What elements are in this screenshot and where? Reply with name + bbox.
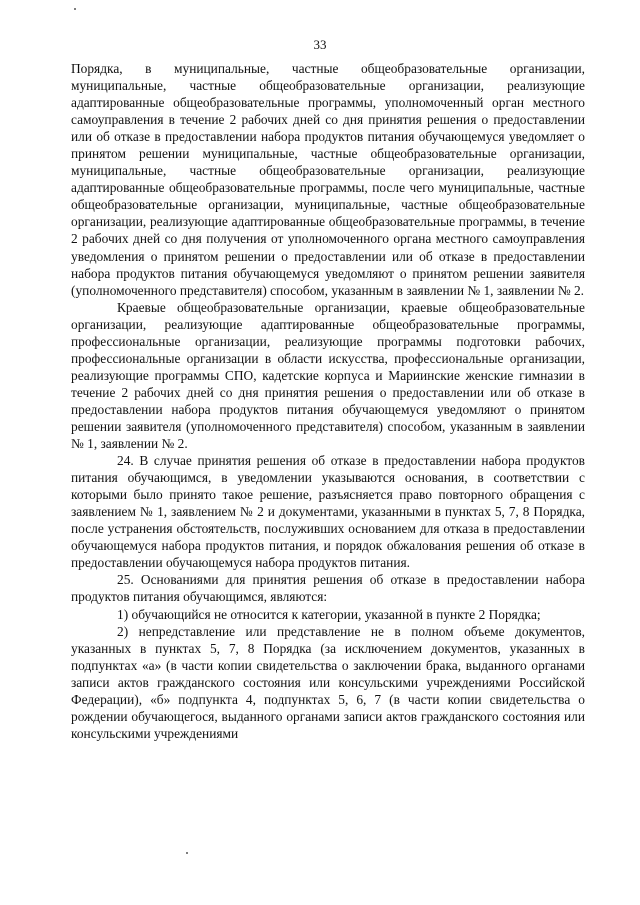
paragraph-item-24: 24. В случае принятия решения об отказе в предоставлении набора продуктов питания обучающимся, в уведомлении указываются основания, в соответствии с которыми было принято такое решение, разъясняется право повторного обращения с заявлением № 1, заявлением № 2 и документами, указанными в пунктах 5, 7, 8 Порядка, после устранения обстоятельств, послуживших основанием для отказа в предоставлении обучающемуся набора продуктов питания, и порядок обжалования решения об отказе в предоставлении обучающемуся набора продуктов питания. [71,453,585,571]
document-body [71,60,585,742]
paragraph-subitem-2: 2) непредставление или представление не в полном объеме документов, указанных в пунктах 5, 7, 8 Порядка (за исключением документов, указанных в подпунктах «а» (в части копии свидетельства о заключении брака, выданного органами записи актов гражданского состояния или консульскими учреждениями Российской Федерации), «б» подпункта 4, подпунктах 5, 6, 7 (в части копии свидетельства о рождении обучающегося, выданного органами записи актов гражданского состояния или консульскими учреждениями [71,623,585,741]
scan-speck [186,852,188,854]
paragraph-subitem-1: 1) обучающийся не относится к категории, указанной в пункте 2 Порядка; [117,606,541,622]
paragraph-regional-organizations: Краевые общеобразовательные организации, краевые общеобразовательные организации, реализующие адаптированные общеобразовательные программы, профессиональные организации, реализующие программы подготовки рабочих, профессиональные организации в области искусства, профессиональные организации, реализующие программы СПО, кадетские корпуса и Мариинские женские гимназии в течение 2 рабочих дней со дня принятия решения о предоставлении или об отказе в предоставлении набора продуктов питания обучающемуся уведомляют о принятом решении заявителя (уполномоченного представителя) способом, указанным в заявлении № 1, заявлении № 2. [71,299,585,452]
page-number: 33 [313,37,327,52]
paragraph-item-25: 25. Основаниями для принятия решения об отказе в предоставлении набора продуктов питания обучающимся, являются: [71,572,585,605]
paragraph-continuation: Порядка, в муниципальные, частные общеобразовательные организации, муниципальные, частные общеобразовательные организации, реализующие адаптированные общеобразовательные программы, уполномоченный орган местного самоуправления в течение 2 рабочих дней со дня принятия решения о предоставлении или об отказе в предоставлении набора продуктов питания обучающемуся уведомляет о принятом решении муниципальные, частные общеобразовательные организации, муниципальные, частные общеобразовательные организации, реализующие адаптированные общеобразовательные программы, после чего муниципальные, частные общеобразовательные организации, муниципальные, частные общеобразовательные организации, реализующие адаптированные общеобразовательные программы, в течение 2 рабочих дней со дня получения от уполномоченного органа местного самоуправления уведомления о принятом решении о предоставлении или об отказе в предоставлении набора продуктов питания обучающемуся уведомляют о принятом решении заявителя (уполномоченного представителя) способом, указанным в заявлении № 1, заявлении № 2. [71,61,585,298]
scan-speck [74,8,76,10]
